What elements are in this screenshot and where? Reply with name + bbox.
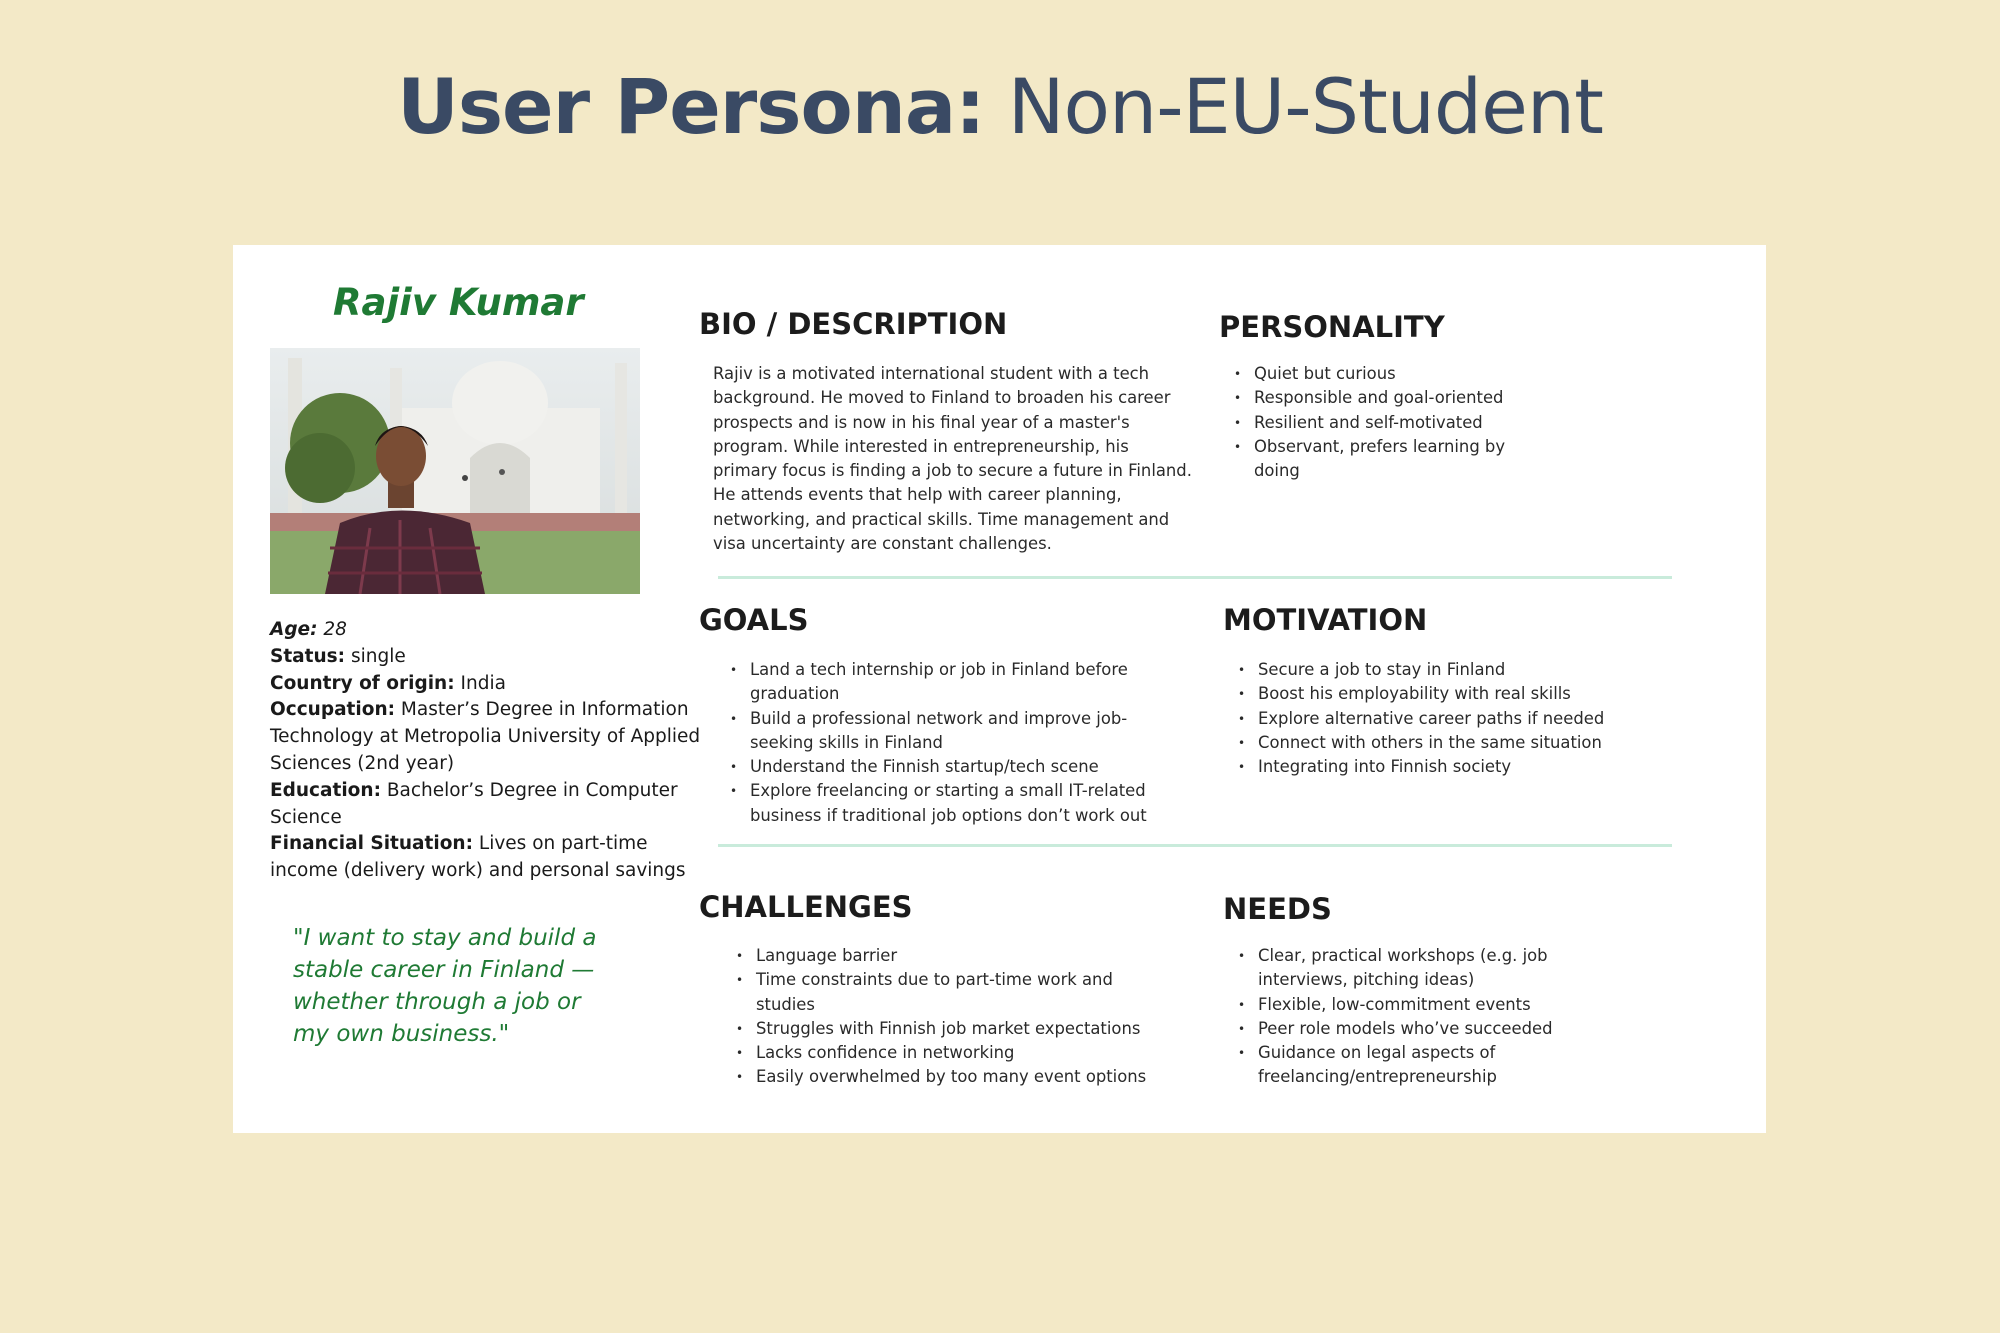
profile-age-label: Age:	[270, 619, 318, 640]
bio-text: Rajiv is a motivated international student with a tech background. He moved to Finland to broaden his career prospects and is now in his final year of a master's program. While interested in entrepreneurship, his primary focus is finding a job to secure a future in Finland. He attends events that help with career planning, networking, and practical skills. Time management and visa uncertainty are constant challenges.	[713, 364, 1192, 554]
profile-education	[270, 778, 706, 832]
list-item: • Quiet but curious	[1233, 362, 1533, 386]
bio-title: BIO / DESCRIPTION	[699, 307, 1008, 341]
list-item: • Explore alternative career paths if needed	[1237, 707, 1657, 731]
list-item: • Guidance on legal aspects of freelancing/entrepreneurship	[1237, 1041, 1637, 1090]
persona-name: Rajiv Kumar	[333, 281, 584, 324]
page-title-bold: User Persona:	[397, 62, 985, 151]
goals-list	[729, 658, 1149, 828]
list-item: • Integrating into Finnish society	[1237, 755, 1657, 779]
list-item: • Peer role models who’ve succeeded	[1237, 1017, 1637, 1041]
needs-title: NEEDS	[1223, 892, 1332, 926]
list-item: • Lacks confidence in networking	[735, 1041, 1155, 1065]
profile-age	[270, 617, 706, 644]
divider	[718, 844, 1672, 847]
needs-list	[1237, 944, 1637, 1090]
profile-status-label: Status:	[270, 645, 346, 667]
list-item: • Language barrier	[735, 944, 1155, 968]
challenges-list	[735, 944, 1155, 1090]
goals-title: GOALS	[699, 603, 809, 637]
divider	[718, 576, 1672, 579]
personality-list	[1233, 362, 1533, 483]
persona-quote: "I want to stay and build a stable career in Finland — whether through a job or my own business."	[293, 925, 597, 1047]
list-item: • Struggles with Finnish job market expectations	[735, 1017, 1155, 1041]
profile-country-value: India	[460, 672, 506, 694]
persona-card	[233, 245, 1766, 1133]
motivation-title: MOTIVATION	[1223, 603, 1428, 637]
profile-status-value: single	[350, 645, 406, 667]
list-item: • Connect with others in the same situation	[1237, 731, 1657, 755]
page-title-light: Non-EU-Student	[1007, 62, 1603, 151]
profile-country-label: Country of origin:	[270, 672, 455, 694]
challenges-title: CHALLENGES	[699, 890, 913, 924]
list-item: • Time constraints due to part-time work and studies	[735, 968, 1155, 1017]
list-item: • Understand the Finnish startup/tech scene	[729, 755, 1149, 779]
list-item: • Build a professional network and improve job-seeking skills in Finland	[729, 707, 1149, 756]
profile-financial-label: Financial Situation:	[270, 833, 474, 855]
persona-photo	[270, 348, 640, 594]
list-item: • Land a tech internship or job in Finland before graduation	[729, 658, 1149, 707]
list-item: • Secure a job to stay in Finland	[1237, 658, 1657, 682]
list-item: • Flexible, low-commitment events	[1237, 993, 1637, 1017]
profile-country	[270, 671, 706, 698]
persona-profile	[270, 617, 706, 885]
page-title	[0, 62, 2000, 152]
profile-occupation-value: Master’s Degree in Information Technology at Metropolia University of Applied Sciences (2nd year)	[270, 699, 701, 774]
profile-education-value: Bachelor’s Degree in Computer Science	[270, 779, 678, 828]
profile-age-value: 28	[323, 619, 347, 640]
motivation-list	[1237, 658, 1657, 779]
list-item: • Easily overwhelmed by too many event options	[735, 1065, 1155, 1089]
profile-occupation	[270, 697, 706, 777]
list-item: • Explore freelancing or starting a small IT-related business if traditional job options don’t work out	[729, 779, 1149, 828]
profile-education-label: Education:	[270, 779, 381, 801]
profile-financial-value: Lives on part-time income (delivery work) and personal savings	[270, 833, 686, 882]
list-item: • Responsible and goal-oriented	[1233, 386, 1533, 410]
profile-financial	[270, 831, 706, 885]
profile-status	[270, 644, 706, 671]
list-item: • Boost his employability with real skills	[1237, 682, 1657, 706]
list-item: • Observant, prefers learning by doing	[1233, 435, 1533, 484]
list-item: • Resilient and self-motivated	[1233, 411, 1533, 435]
list-item: • Clear, practical workshops (e.g. job interviews, pitching ideas)	[1237, 944, 1637, 993]
personality-title: PERSONALITY	[1219, 310, 1445, 344]
profile-occupation-label: Occupation:	[270, 699, 396, 721]
